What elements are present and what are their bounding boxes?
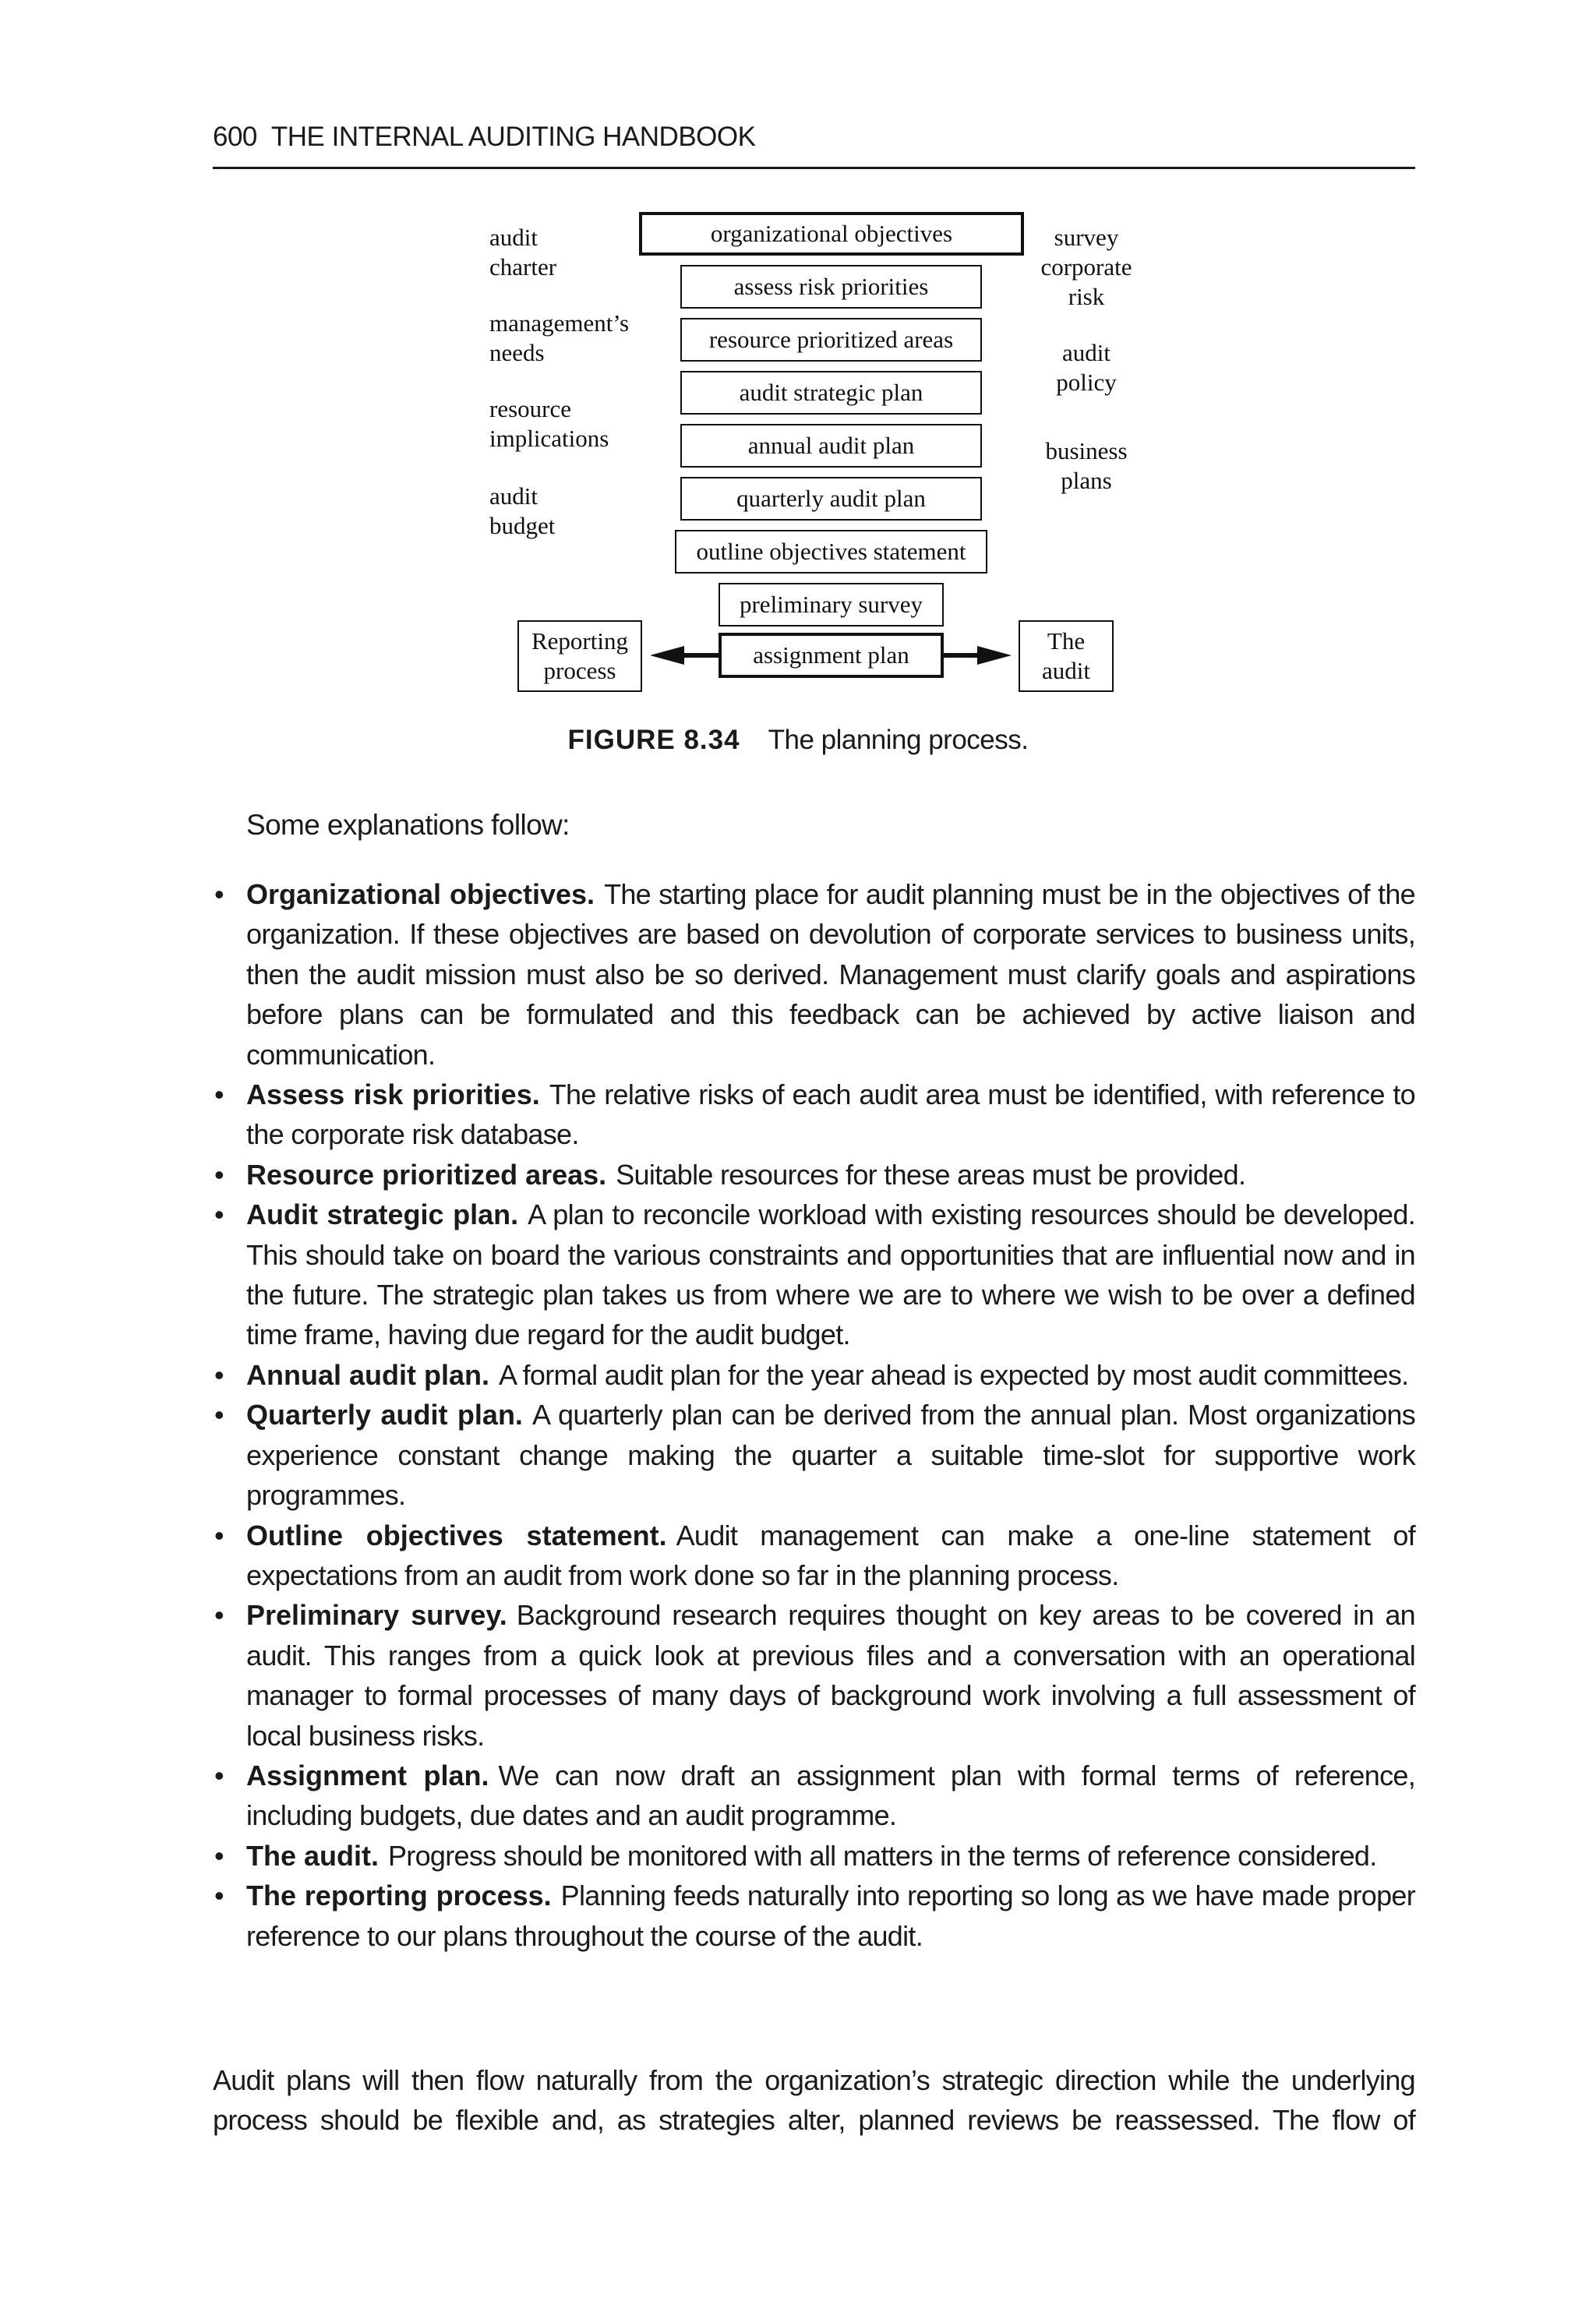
list-item-term: Assignment plan.: [246, 1759, 489, 1791]
box-quarterly-audit-plan: quarterly audit plan: [680, 477, 982, 521]
label-line: risk: [1068, 283, 1105, 310]
list-item-term: Quarterly audit plan.: [246, 1399, 523, 1431]
label-line: audit: [1062, 339, 1110, 366]
box-assess-risk-priorities: assess risk priorities: [680, 265, 982, 309]
list-item: [213, 1756, 1415, 1836]
box-line: Reporting: [531, 627, 628, 655]
box-line: process: [543, 657, 616, 684]
label-line: needs: [489, 339, 545, 366]
list-item-term: Outline objectives statement.: [246, 1519, 667, 1551]
box-line: audit: [1042, 657, 1090, 684]
box-resource-prioritized-areas: resource prioritized areas: [680, 318, 982, 362]
list-item-text: A formal audit plan for the year ahead is expected by most audit committees.: [499, 1358, 1409, 1391]
arrow-head-to-audit: [977, 646, 1012, 665]
list-item-text: We can now draft an assignment plan with formal terms of reference, including budgets, due dates and an audit programme.: [246, 1759, 1415, 1832]
label-line: audit: [489, 482, 538, 510]
explanations-list: [213, 874, 1415, 1956]
intro-text: Some explanations follow:: [246, 809, 570, 841]
list-item-text: Background research requires thought on key areas to be covered in an audit. This ranges from a quick look at previous files and a conversation with an operational manager to formal processes of many days of background work involving a full assessment of local business risks.: [246, 1599, 1415, 1752]
list-item-term: Organizational objectives.: [246, 878, 595, 910]
list-item: [213, 1836, 1415, 1876]
box-annual-audit-plan: annual audit plan: [680, 424, 982, 468]
list-item: [213, 1876, 1415, 1956]
list-item-text: Suitable resources for these areas must be provided.: [616, 1158, 1246, 1191]
list-item: [213, 874, 1415, 1075]
list-item-text: A quarterly plan can be derived from the annual plan. Most organizations experience constant change making the quarter a suitable time-slot for supportive work programmes.: [246, 1399, 1415, 1512]
box-organizational-objectives: organizational objectives: [639, 212, 1024, 256]
list-item: [213, 1516, 1415, 1596]
list-item-text: Progress should be monitored with all matters in the terms of reference considered.: [388, 1839, 1377, 1872]
list-item: [213, 1595, 1415, 1756]
closing-paragraph: Audit plans will then flow naturally from the organization’s strategic direction while the underlying process should be flexible and, as strategies alter, planned reviews be reassessed. The flow of: [213, 2064, 1415, 2137]
list-item-text: Planning feeds naturally into reporting so long as we have made proper reference to our plans throughout the course of the audit.: [246, 1880, 1415, 1952]
list-item-text: The starting place for audit planning must be in the objectives of the organization. If these objectives are based on devolution of corporate services to business units, then the audit mission must also be so derived. Management must clarify goals and aspirations before plans can be formulated and this feedback can be achieved by active liaison and communication.: [246, 878, 1415, 1071]
list-item-term: The reporting process.: [246, 1880, 552, 1912]
list-item: [213, 1195, 1415, 1355]
label-line: resource: [489, 395, 571, 422]
list-item-term: Preliminary survey.: [246, 1599, 507, 1632]
running-title: THE INTERNAL AUDITING HANDBOOK: [270, 122, 756, 152]
label-line: charter: [489, 253, 557, 281]
label-line: management’s: [489, 309, 630, 337]
figure-caption: [0, 725, 1596, 756]
box-audit-strategic-plan: audit strategic plan: [680, 371, 982, 415]
label-line: policy: [1056, 369, 1117, 396]
figure-title: The planning process.: [768, 725, 1029, 755]
list-item-term: Annual audit plan.: [246, 1358, 489, 1391]
label-line: implications: [489, 425, 609, 452]
list-item: [213, 1155, 1415, 1195]
box-assignment-plan: assignment plan: [719, 633, 944, 678]
list-item-term: Audit strategic plan.: [246, 1198, 519, 1231]
label-line: business: [1045, 437, 1128, 464]
label-line: budget: [489, 512, 556, 539]
list-item-term: Assess risk priorities.: [246, 1078, 540, 1111]
page-number: 600: [213, 122, 257, 152]
label-line: plans: [1061, 467, 1112, 494]
list-item: [213, 1355, 1415, 1395]
figure-number: FIGURE 8.34: [567, 725, 740, 755]
box-preliminary-survey: preliminary survey: [719, 583, 944, 627]
list-item-term: The audit.: [246, 1839, 379, 1872]
label-line: survey: [1054, 224, 1119, 251]
list-item: [213, 1395, 1415, 1515]
arrow-head-to-reporting: [650, 646, 684, 665]
label-line: audit: [489, 224, 538, 251]
box-outline-objectives-statement: outline objectives statement: [675, 530, 987, 574]
label-line: corporate: [1040, 253, 1132, 281]
list-item-term: Resource prioritized areas.: [246, 1158, 607, 1191]
list-item: [213, 1075, 1415, 1155]
list-item-text: Audit management can make a one-line statement of expectations from an audit from work done so far in the planning process.: [246, 1519, 1415, 1591]
box-line: The: [1047, 627, 1086, 655]
list-item-text: The relative risks of each audit area must be identified, with reference to the corporate risk database.: [246, 1078, 1415, 1151]
list-item-text: A plan to reconcile workload with existing resources should be developed. This should take on board the various constraints and opportunities that are influential now and in the future. The strategic plan takes us from where we are to where we wish to be over a defined time frame, having due regard for the audit budget.: [246, 1198, 1416, 1351]
